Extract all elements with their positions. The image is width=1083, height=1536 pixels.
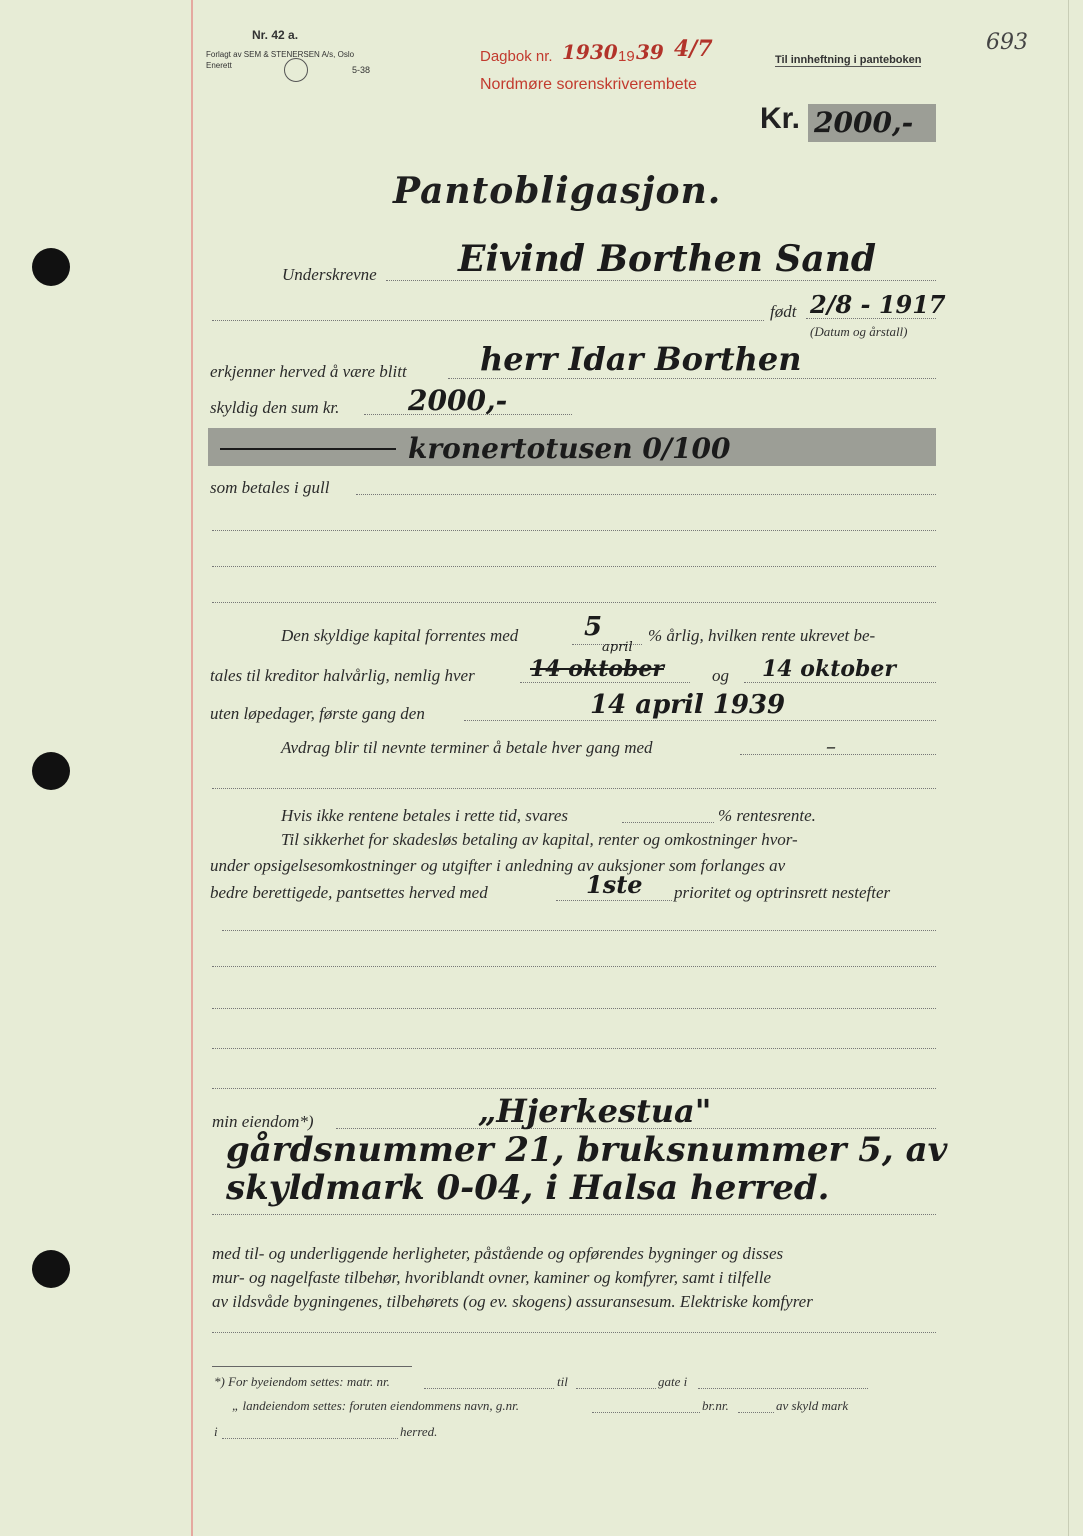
property-name: „Hjerkestua": [478, 1092, 712, 1130]
tilbehor-line-1: med til- og underliggende herligheter, påstående og opførendes bygninger og disses: [212, 1244, 784, 1263]
footnote-line-2a: „ landeiendom settes: foruten eiendommens navn, g.nr.: [232, 1398, 520, 1413]
form-date: 5-38: [352, 65, 371, 75]
office-name: Nordmøre sorenskriverembete: [480, 76, 697, 93]
form-number: Nr. 42 a.: [252, 28, 299, 42]
eiendom-label: min eiendom*): [212, 1112, 314, 1131]
property-line-1: gårdsnummer 21, bruksnummer 5, av: [226, 1130, 948, 1170]
interest-line-3: uten løpedager, første gang den: [210, 704, 425, 723]
renter-line-b: % rentesrente.: [718, 806, 816, 825]
dagbok-year-prefix: 19: [618, 48, 635, 65]
interest-rate: 5: [584, 612, 603, 642]
creditor-name: herr Idar Borthen: [480, 340, 802, 378]
footnote-line-1c: gate i: [658, 1374, 688, 1389]
sum-value: 2000,-: [408, 384, 508, 417]
birth-date: 2/8 - 1917: [810, 290, 946, 319]
fodt-label: født: [770, 302, 797, 321]
page-number: 693: [986, 30, 1028, 55]
skyldig-label: skyldig den sum kr.: [210, 398, 340, 417]
footnote-line-1a: *) For byeiendom settes: matr. nr.: [214, 1374, 390, 1389]
property-line-2: skyldmark 0-04, i Halsa herred.: [226, 1168, 830, 1208]
due-date-2: 14 oktober: [762, 656, 896, 682]
security-line-1: Til sikkerhet for skadesløs betaling av kapital, renter og omkostninger hvor-: [281, 830, 798, 849]
footnote-line-3b: herred.: [400, 1424, 438, 1439]
dagbok-label: Dagbok nr.: [480, 48, 553, 65]
footnote-line-1b: til: [557, 1374, 568, 1389]
punch-hole: [32, 248, 70, 286]
security-line-3b: prioritet og optrinsrett nestefter: [674, 883, 891, 902]
publisher-seal-icon: [284, 58, 308, 82]
gull-label: som betales i gull: [210, 478, 330, 497]
punch-hole: [32, 752, 70, 790]
undersigned-label: Underskrevne: [282, 265, 377, 284]
publisher-line: Forlagt av SEM & STENERSEN A/s, Oslo: [206, 50, 355, 59]
page-fold: [1068, 0, 1069, 1536]
tilbehor-line-3: av ildsvåde bygningenes, tilbehørets (og ev. skogens) assuransesum. Elektriske komfyrer: [212, 1292, 813, 1311]
security-line-2: under opsigelsesomkostninger og utgifter i anledning av auksjoner som forlanges av: [210, 856, 786, 875]
renter-line: Hvis ikke rentene betales i rette tid, svares: [281, 806, 569, 825]
kr-amount: 2000,-: [814, 106, 914, 139]
og-label: og: [712, 666, 729, 685]
due-date-1: 14 oktober: [530, 656, 664, 682]
footnote-line-2b: br.nr.: [702, 1398, 729, 1413]
avdrag-line: Avdrag blir til nevnte terminer å betale hver gang med: [281, 738, 653, 757]
footnote-line-2c: av skyld mark: [776, 1398, 849, 1413]
publisher-rights: Enerett: [206, 61, 232, 70]
security-line-3a: bedre berettigede, pantsettes herved med: [210, 883, 488, 902]
tilbehor-line-2: mur- og nagelfaste tilbehør, hvoriblandt ovner, kaminer og komfyrer, samt i tilfelle: [212, 1268, 772, 1287]
punch-hole: [32, 1250, 70, 1288]
first-payment-date: 14 april 1939: [590, 690, 786, 720]
document-title: Pantobligasjon.: [393, 170, 722, 212]
datum-label: (Datum og årstall): [810, 324, 908, 339]
dagbok-year: 39: [636, 40, 664, 64]
dagbok-number: 1930: [562, 40, 618, 64]
kr-label: Kr.: [760, 102, 801, 135]
erkjenner-label: erkjenner herved å være blitt: [210, 362, 407, 381]
undersigned-name: Eivind Borthen Sand: [458, 238, 877, 280]
interest-line-1b: % årlig, hvilken rente ukrevet be-: [648, 626, 876, 645]
due-date-1-correction: april: [602, 640, 633, 655]
priority-value: 1ste: [586, 870, 643, 899]
margin-rule: [191, 0, 193, 1536]
til-innheftning: Til innheftning i panteboken: [775, 54, 922, 66]
interest-line-2: tales til kreditor halvårlig, nemlig hver: [210, 666, 475, 685]
interest-line-1: Den skyldige kapital forrentes med: [281, 626, 519, 645]
sum-in-words: kronertotusen 0/100: [408, 432, 731, 465]
footnote-line-3a: i: [214, 1424, 218, 1439]
avdrag-value: –: [826, 734, 836, 758]
dagbok-date: 4/7: [674, 36, 713, 62]
